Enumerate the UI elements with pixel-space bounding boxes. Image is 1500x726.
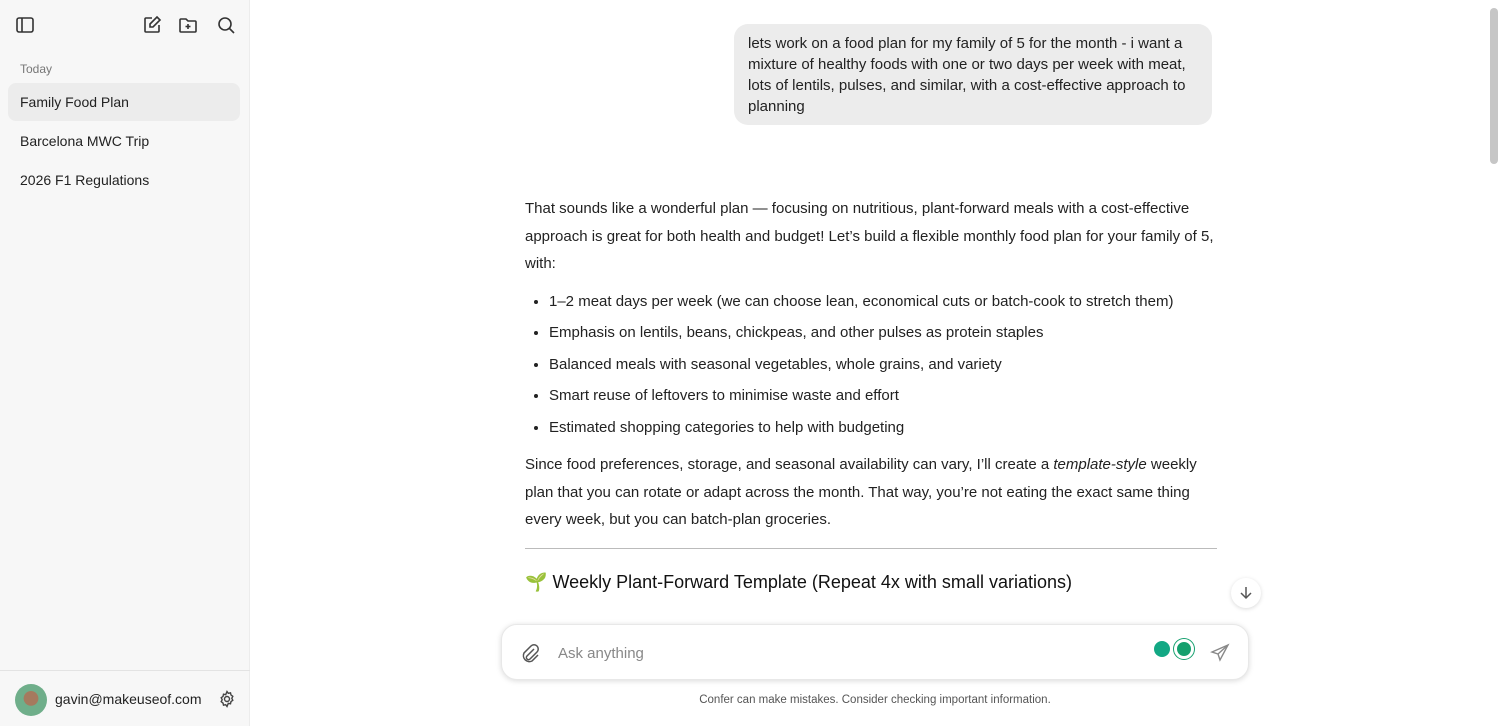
chat-item-barcelona-mwc-trip[interactable]: Barcelona MWC Trip	[20, 133, 150, 149]
attach-paperclip-icon[interactable]	[519, 642, 541, 664]
answer-bullet-list	[549, 286, 1217, 444]
emphasis-text: template-style	[1053, 456, 1147, 473]
assistant-message	[525, 195, 1217, 596]
answer-paragraph	[525, 451, 1217, 534]
section-label-today: Today	[20, 62, 53, 76]
list-item: • 1–2 meat days per week (we can choose lean, economical cuts or batch-cook to stretch them)	[549, 286, 1217, 318]
arrow-down-icon	[1239, 586, 1253, 600]
avatar[interactable]	[15, 684, 47, 716]
settings-gear-icon[interactable]	[218, 690, 236, 708]
account-footer	[0, 670, 250, 726]
heading-text: Weekly Plant-Forward Template (Repeat 4x with small variations)	[552, 571, 1072, 592]
list-item: • Balanced meals with seasonal vegetables, whole grains, and variety	[549, 349, 1217, 381]
chat-item-2026-f1-regulations[interactable]: 2026 F1 Regulations	[20, 172, 150, 188]
disclaimer: Confer can make mistakes. Consider checking important information.	[699, 694, 1051, 706]
user-email[interactable]: gavin@makeuseof.com	[55, 691, 202, 707]
list-item: • Smart reuse of leftovers to minimise waste and effort	[549, 380, 1217, 412]
scrollbar[interactable]	[1490, 8, 1498, 164]
list-item: • Emphasis on lentils, beans, chickpeas, and other pulses as protein staples	[549, 317, 1217, 349]
extension-icons	[1154, 637, 1200, 661]
text: Since food preferences, storage, and seasonal availability can vary, I’ll create a	[525, 456, 1054, 473]
divider	[525, 548, 1217, 549]
new-chat-icon[interactable]	[141, 14, 163, 36]
lightbulb-extension-icon[interactable]	[1154, 641, 1170, 657]
search-icon[interactable]	[215, 14, 237, 36]
seedling-icon: 🌱	[525, 571, 548, 592]
chat-area	[251, 0, 1500, 726]
answer-intro: That sounds like a wonderful plan — focusing on nutritious, plant-forward meals with a cost-effective approach is great for both health and budget! Let’s build a flexible monthly food plan for your family of 5, with:	[525, 200, 1214, 272]
section-heading	[525, 569, 1217, 597]
text: weekly plan that you can rotate or adapt across the month. That way, you’re not eating the exact same thing every week, but you can batch-plan groceries.	[525, 456, 1197, 528]
scroll-to-bottom-button[interactable]	[1231, 578, 1261, 608]
send-icon[interactable]	[1210, 643, 1230, 663]
grammarly-icon[interactable]	[1174, 639, 1194, 659]
user-message: lets work on a food plan for my family of 5 for the month - i want a mixture of healthy foods with one or two days per week with meat, lots of lentils, pulses, and similar, with a cost-effective approach to planning	[734, 24, 1212, 125]
list-item: • Estimated shopping categories to help with budgeting	[549, 412, 1217, 444]
toggle-sidebar-icon[interactable]	[14, 14, 36, 36]
new-folder-icon[interactable]	[177, 14, 199, 36]
message-input[interactable]	[558, 639, 1118, 667]
chat-item-family-food-plan[interactable]: Family Food Plan	[8, 83, 240, 121]
composer	[501, 624, 1249, 680]
sidebar	[0, 0, 250, 726]
